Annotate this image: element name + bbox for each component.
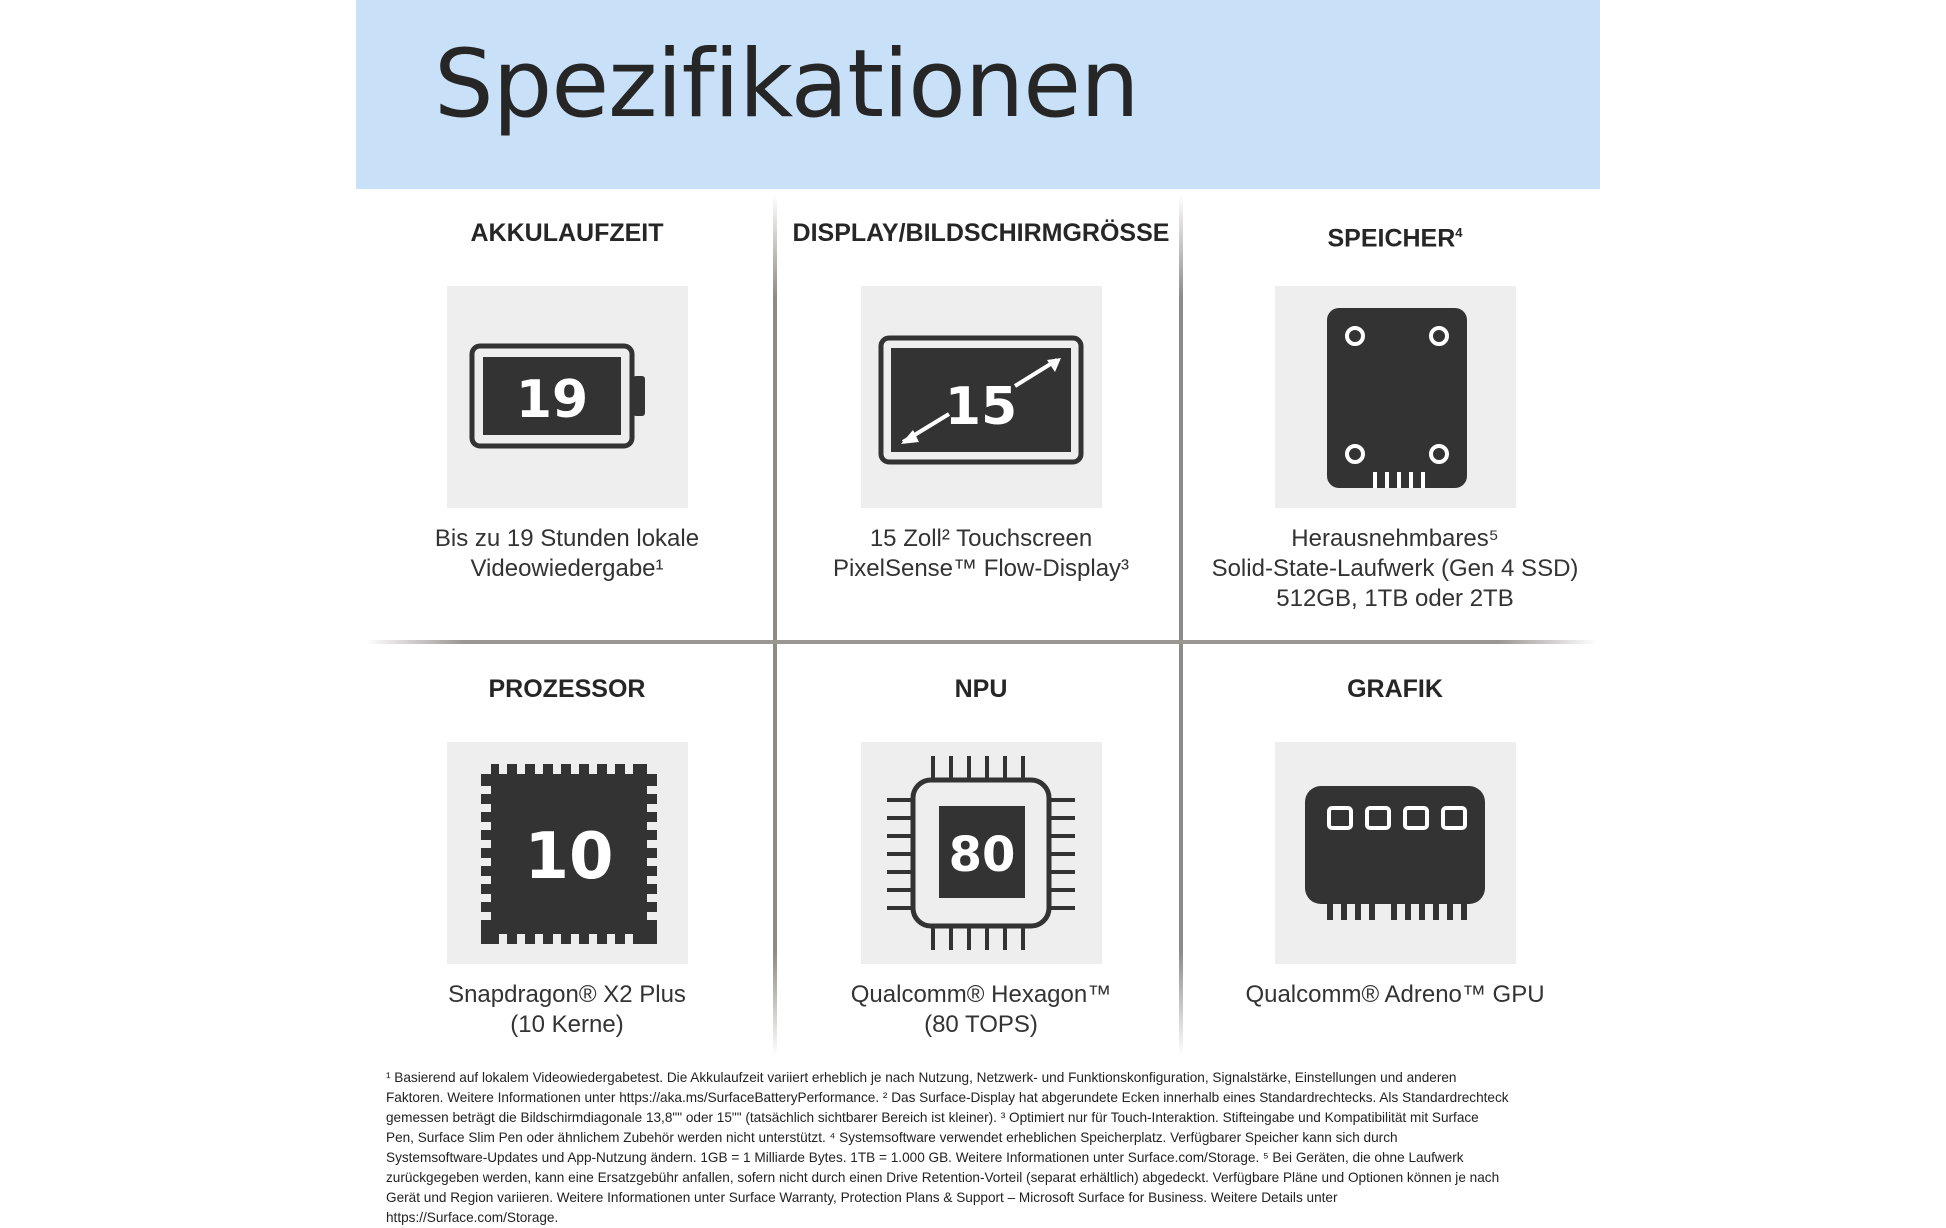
page-title: Spezifikationen <box>434 30 1139 139</box>
spec-description: Bis zu 19 Stunden lokale Videowiedergabe¹ <box>434 525 700 582</box>
spec-description: 15 Zoll² Touchscreen PixelSense™ Flow-Display³ <box>832 525 1130 582</box>
npu-chip-icon <box>861 742 1102 964</box>
footnote-line: ¹ Basierend auf lokalem Videowiedergabetest. Die Akkulaufzeit variiert erheblich je nach Nutzung, Netzwerk- und Funktionskonfiguration, Signalstärke, Einstellungen und anderen <box>386 1070 1457 1085</box>
spec-title: AKKULAUFZEIT <box>470 219 664 247</box>
spec-sheet <box>356 0 1600 1225</box>
footnotes <box>386 1068 1576 1228</box>
spec-title: DISPLAY/BILDSCHIRMGRÖSSE <box>792 219 1170 247</box>
grid-divider <box>366 640 1596 644</box>
spec-description: Snapdragon® X2 Plus (10 Kerne) <box>448 981 686 1038</box>
spec-display <box>776 216 1186 584</box>
spec-description: Herausnehmbares⁵ Solid-State-Laufwerk (Gen 4 SSD) 512GB, 1TB oder 2TB <box>1211 525 1579 612</box>
battery-value: 19 <box>515 370 588 430</box>
spec-battery <box>362 216 772 584</box>
display-icon <box>861 286 1102 508</box>
footnote-line: Gerät und Region variieren. Weitere Informationen unter Surface Warranty, Protection Plans & Support – Microsoft Surface for Business. Weitere Details unter <box>386 1190 1338 1205</box>
spec-title: PROZESSOR <box>488 675 646 703</box>
battery-icon <box>447 286 688 508</box>
footnote-line: https://Surface.com/Storage. <box>386 1210 559 1225</box>
ssd-icon <box>1275 286 1516 508</box>
footnote-line: gemessen beträgt die Bildschirmdiagonale 13,8"" oder 15"" (tatsächlich sichtbarer Bereich ist kleiner). ³ Optimiert nur für Touch-Interaktion. Stifteingabe und Kompatibilität mit Surface <box>386 1110 1479 1125</box>
footnote-line: Pen, Surface Slim Pen oder ähnlichem Zubehör werden nicht unterstützt. ⁴ Systemsoftware verwendet erheblichen Speicherplatz. Verfügbarer Speicher kann sich durch <box>386 1130 1398 1145</box>
header-banner <box>356 0 1600 189</box>
spec-graphics <box>1190 672 1600 1010</box>
spec-processor <box>362 672 772 1040</box>
gpu-icon <box>1275 742 1516 964</box>
spec-description: Qualcomm® Hexagon™ (80 TOPS) <box>850 981 1112 1038</box>
npu-value: 80 <box>948 827 1015 883</box>
processor-value: 10 <box>523 820 614 894</box>
spec-npu <box>776 672 1186 1040</box>
spec-description: Qualcomm® Adreno™ GPU <box>1245 981 1545 1008</box>
processor-icon <box>447 742 688 964</box>
spec-title: GRAFIK <box>1347 675 1443 703</box>
display-value: 15 <box>944 377 1017 437</box>
spec-title: NPU <box>954 675 1008 703</box>
footnote-line: Faktoren. Weitere Informationen unter https://aka.ms/SurfaceBatteryPerformance. ² Das Surface-Display hat abgerundete Ecken innerhalb eines Standardrechtecks. Als Standardrechteck <box>386 1090 1509 1105</box>
spec-storage <box>1190 216 1600 614</box>
footnote-line: Systemsoftware-Updates und App-Nutzung ändern. 1GB = 1 Milliarde Bytes. 1TB = 1.000 GB. Weitere Informationen unter Surface.com/Storage. ⁵ Bei Geräten, die ohne Laufwerk <box>386 1150 1464 1165</box>
footnote-line: zurückgegeben werden, kann eine Ersatzgebühr anfallen, sofern nicht durch einen Drive Retention-Vorteil (separat erhältlich) abgedeckt. Verfügbare Pläne und Optionen können je nach <box>386 1170 1500 1185</box>
spec-title: SPEICHER$^4$ <box>1327 224 1463 253</box>
